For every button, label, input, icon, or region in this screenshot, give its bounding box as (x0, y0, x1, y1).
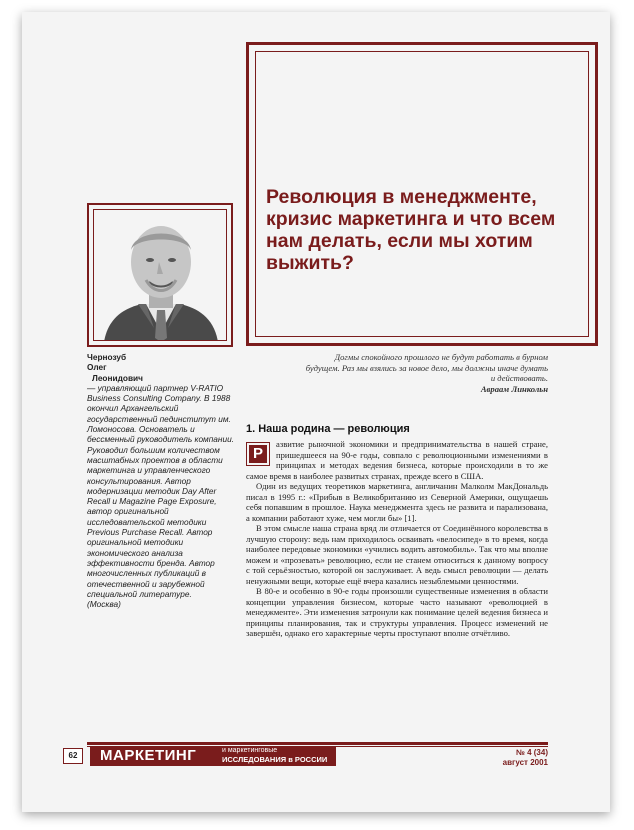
paragraph: В этом смысле наша страна вряд ли отличается от Соединённого королевства в лучшую сторону: ведь нам приходилось осваивать «велосипед» в то время, когда наиболее передовые экономики «учились водить автомобиль». Так что мы вполне можем и «прозевать» революцию, если не станем относиться к данному вопросу с той серьёзностью, которой он заслуживает. А ведь смысл революции — делать ненужными вещи, которые ещё вчера казались незыблемыми ценностями. (246, 523, 548, 586)
epigraph-text: Догмы спокойного прошлого не будут работать в бурном будущем. Раз мы взялись за новое дело, мы должны иначе думать и действовать. (305, 352, 548, 383)
drop-cap-letter: Р (249, 445, 267, 463)
issue-info (503, 748, 548, 768)
author-surname: Чернозуб (87, 352, 127, 362)
paragraph: В 80-е и особенно в 90-е годы произошли существенные изменения в области концепции управления бизнесом, которые часто называют «революцией в менеджменте». Эти изменения затронули как понимание целей ведения бизнеса и принципы планирования, так и структуры управления. Процесс изменений не завершён, однако его характерные черты проступают вполне отчётливо. (246, 586, 548, 638)
article-body (246, 439, 548, 639)
issue-number: № 4 (34) (515, 748, 548, 757)
author-city: (Москва) (87, 599, 121, 610)
footer-rule (87, 742, 548, 745)
logo-subtitle-1: и маркетинговые (222, 747, 278, 754)
section-heading: 1. Наша родина — революция (246, 423, 410, 435)
issue-date: август 2001 (502, 758, 548, 767)
author-bio: — управляющий партнер V-RATIO Business Consulting Company. В 1988 окончил Архангельский государственный пединститут им. Ломоносова. Основатель и бессменный руководитель компании. Руководил большим количеством масштабных проектов в области маркетинга и управленческого консультирования. Автор модернизации методик Day After Recall и Magazine Page Exposure, автор оригинальной исследовательской методики Previous Purchase Recall. Автор оригинальной методики экономического анализа эффективности бренда. Автор многочисленных публикаций в отечественной и зарубежной специальной литературе. (87, 382, 235, 599)
epigraph-author: Авраам Линкольн (480, 383, 548, 394)
author-info (87, 352, 237, 609)
author-photo (93, 209, 227, 341)
page-number: 62 (63, 748, 83, 764)
article-title: Революция в менеджменте, кризис маркетинга и что всем нам делать, если мы хотим выжить? (266, 186, 556, 274)
paragraph: Один из ведущих теоретиков маркетинга, англичанин Малколм МакДональдь писал в 1995 г.: «Прибыв в Великобританию из Северной Америки, ощущаешь себя попавшим в прошлое. Наука менеджмента здесь не развита и парализована, а компании работают хуже, чем могли бы» [1]. (246, 481, 548, 523)
logo-subtitle-2: ИССЛЕДОВАНИЯ в РОССИИ (222, 755, 328, 764)
epigraph (300, 352, 548, 394)
author-portrait-image (94, 210, 227, 341)
author-name: Олег (87, 362, 107, 373)
author-patronymic: Леонидович (92, 372, 143, 383)
paragraph: азвитие рыночной экономики и предпринимательства в нашей стране, пришедшееся на 90-е годы, совпало с революционными изменениями в принципах и методах ведения бизнеса, которые происходили в то же самое время в наиболее развитых странах, прежде всего в США. (246, 439, 548, 481)
drop-cap (246, 442, 270, 466)
logo-main-text: МАРКЕТИНГ (100, 747, 197, 764)
magazine-logo (90, 746, 336, 766)
author-photo-frame (87, 203, 233, 347)
